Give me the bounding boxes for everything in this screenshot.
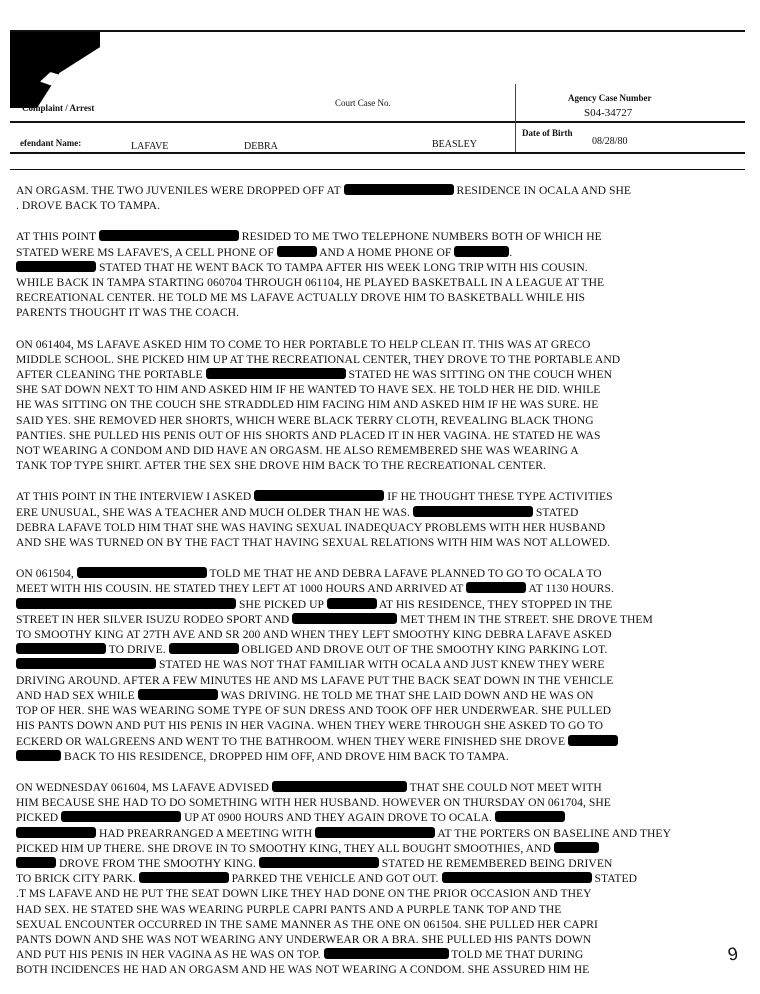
text-line: [16, 352, 696, 367]
text-line: [16, 397, 696, 412]
text-segment: SHE PICKED UP: [236, 597, 327, 611]
text-line: [16, 642, 696, 657]
redaction-bar: [16, 658, 156, 669]
text-segment: MIDDLE SCHOOL. SHE PICKED HIM UP AT THE RECREATIONAL CENTER, THEY DROVE TO THE PORTABLE AND: [16, 352, 621, 366]
text-segment: STATED THAT HE WENT BACK TO TAMPA AFTER HIS WEEK LONG TRIP WITH HIS COUSIN.: [96, 260, 588, 274]
text-line: [16, 841, 696, 856]
text-line: [16, 458, 696, 473]
text-line: [16, 275, 696, 290]
header-rule-2: [10, 152, 745, 154]
text-segment: AND SHE WAS TURNED ON BY THE FACT THAT HAVING SEXUAL RELATIONS WITH HIM WAS NOT ALLOWED.: [16, 536, 611, 550]
text-segment: AN ORGASM. THE TWO JUVENILES WERE DROPPED OFF AT: [16, 184, 344, 197]
redaction-bar: [206, 368, 346, 379]
text-segment: TOLD ME THAT HE AND DEBRA LAFAVE PLANNED TO GO TO OCALA TO: [206, 567, 602, 581]
text-segment: STATED: [532, 505, 579, 519]
text-segment: PANTS DOWN AND SHE WAS NOT WEARING ANY UNDERWEAR OR A BRA. SHE PULLED HIS PANTS DOWN: [16, 932, 592, 946]
redaction-bar: [16, 643, 106, 654]
paragraph: [16, 229, 696, 320]
header-rule-1: [10, 121, 745, 123]
text-segment: AT 1130 HOURS.: [526, 582, 614, 596]
text-segment: PARKED THE VEHICLE AND GOT OUT.: [228, 872, 442, 886]
text-segment: SEXUAL ENCOUNTER OCCURRED IN THE SAME MANNER AS THE ONE ON 061504. SHE PULLED HER CAPRI: [16, 917, 598, 931]
text-line: [16, 566, 696, 581]
text-line: [16, 428, 696, 443]
text-segment: . DROVE BACK TO TAMPA.: [16, 199, 161, 213]
text-line: [16, 443, 696, 458]
agency-logo: [10, 30, 100, 108]
defendant-middle-name: BEASLEY: [432, 139, 477, 150]
redaction-bar: [259, 857, 379, 868]
text-segment: TO SMOOTHY KING AT 27TH AVE AND SR 200 AND WHEN THEY LEFT SMOOTHY KING DEBRA LAFAVE ASKED: [16, 628, 612, 642]
text-segment: DROVE FROM THE SMOOTHY KING.: [56, 856, 259, 870]
text-line: [16, 245, 696, 260]
text-segment: RECREATIONAL CENTER. HE TOLD ME MS LAFAVE ACTUALLY DROVE HIM TO BASKETBALL WHILE HIS: [16, 291, 585, 305]
text-line: [16, 917, 696, 932]
text-segment: SHE SAT DOWN NEXT TO HIM AND ASKED HIM IF HE WANTED TO HAVE SEX. HE TOLD HER HE DID. WHILE: [16, 383, 601, 397]
text-segment: TOLD ME THAT DURING: [448, 948, 584, 962]
text-line: [16, 612, 696, 627]
text-segment: BOTH INCIDENCES HE HAD AN ORGASM AND HE WAS NOT WEARING A CONDOM. SHE ASSURED HIM HE: [16, 963, 590, 977]
text-segment: WAS DRIVING. HE TOLD ME THAT SHE LAID DOWN AND HE WAS ON: [217, 688, 594, 702]
text-line: [16, 367, 696, 382]
redaction-bar: [77, 567, 207, 578]
text-line: [16, 290, 696, 305]
text-segment: RESIDED TO ME TWO TELEPHONE NUMBERS BOTH OF WHICH HE: [238, 230, 602, 244]
redaction-bar: [99, 230, 239, 241]
top-rule: [10, 30, 745, 32]
text-line: [16, 413, 696, 428]
text-segment: NOT WEARING A CONDOM AND DID HAVE AN ORGASM. HE ALSO REMEMBERED SHE WAS WEARING A: [16, 444, 579, 458]
text-segment: PANTIES. SHE PULLED HIS PENIS OUT OF HIS SHORTS AND PLACED IT IN HER VAGINA. HE STATED HE WAS: [16, 428, 601, 442]
text-line: [16, 749, 696, 764]
text-segment: TOP OF HER. SHE WAS WEARING SOME TYPE OF SUN DRESS AND TOOK OFF HER UNDERWEAR. SHE PULLED: [16, 704, 612, 718]
text-segment: IF HE THOUGHT THESE TYPE ACTIVITIES: [384, 490, 613, 504]
text-line: [16, 703, 696, 718]
text-segment: HE WAS SITTING ON THE COUCH SHE STRADDLED HIM FACING HIM AND ASKED HIM IF HE WAS SURE. HE: [16, 398, 599, 412]
text-line: [16, 673, 696, 688]
text-line: [16, 198, 696, 213]
dob-value: 08/28/80: [592, 136, 628, 147]
redaction-bar: [16, 598, 236, 609]
redaction-bar: [292, 613, 397, 624]
redaction-bar: [169, 643, 239, 654]
text-segment: AND HAD SEX WHILE: [16, 688, 138, 702]
redaction-bar: [442, 872, 592, 883]
text-segment: STATED WERE MS LAFAVE'S, A CELL PHONE OF: [16, 245, 277, 259]
text-segment: RESIDENCE IN OCALA AND SHE: [453, 184, 632, 197]
court-case-label: Court Case No.: [335, 98, 391, 108]
redaction-bar: [272, 781, 407, 792]
redaction-bar: [16, 261, 96, 272]
text-segment: MEET WITH HIS COUSIN. HE STATED THEY LEFT AT 1000 HOURS AND ARRIVED AT: [16, 582, 467, 596]
text-segment: TO BRICK CITY PARK.: [16, 872, 139, 886]
redaction-bar: [568, 735, 618, 746]
text-segment: PICKED: [16, 811, 62, 825]
redaction-bar: [16, 857, 56, 868]
paragraph: [16, 183, 696, 213]
text-segment: STATED: [591, 872, 638, 886]
text-segment: HAD SEX. HE STATED SHE WAS WEARING PURPLE CAPRI PANTS AND A PURPLE TANK TOP AND THE: [16, 902, 562, 916]
paragraph: [16, 566, 696, 764]
text-segment: HAD PREARRANGED A MEETING WITH: [96, 826, 316, 840]
text-line: [16, 886, 696, 901]
dob-label: Date of Birth: [522, 128, 573, 138]
text-line: [16, 382, 696, 397]
text-line: [16, 183, 696, 198]
text-segment: OBLIGED AND DROVE OUT OF THE SMOOTHY KING PARKING LOT.: [238, 643, 608, 657]
redaction-bar: [277, 246, 317, 257]
text-segment: STATED HE WAS SITTING ON THE COUCH WHEN: [345, 368, 613, 382]
redaction-bar: [324, 948, 449, 959]
text-segment: AT THIS POINT IN THE INTERVIEW I ASKED: [16, 490, 255, 504]
redaction-bar: [16, 750, 61, 761]
redaction-bar: [254, 490, 384, 501]
text-segment: AND A HOME PHONE OF: [316, 245, 455, 259]
text-line: [16, 260, 696, 275]
text-segment: TO DRIVE.: [106, 643, 169, 657]
text-segment: AT THIS POINT: [16, 230, 99, 244]
text-line: [16, 810, 696, 825]
text-segment: .: [509, 245, 513, 259]
text-segment: STATED HE WAS NOT THAT FAMILIAR WITH OCALA AND JUST KNEW THEY WERE: [156, 658, 605, 672]
redaction-bar: [315, 827, 435, 838]
text-segment: STREET IN HER SILVER ISUZU RODEO SPORT AND: [16, 612, 293, 626]
text-segment: ON WEDNESDAY 061604, MS LAFAVE ADVISED: [16, 780, 272, 794]
defendant-last-name: LAFAVE: [131, 141, 169, 152]
redaction-bar: [344, 184, 454, 195]
text-line: [16, 520, 696, 535]
text-line: [16, 489, 696, 504]
text-segment: SAID YES. SHE REMOVED HER SHORTS, WHICH WERE BLACK TERRY CLOTH, REVEALING BLACK THONG: [16, 413, 594, 427]
redaction-bar: [138, 689, 218, 700]
text-segment: WHILE BACK IN TAMPA STARTING 060704 THROUGH 061104, HE PLAYED BASKETBALL IN A LEAGUE AT THE: [16, 276, 605, 290]
text-line: [16, 581, 696, 596]
text-line: [16, 597, 696, 612]
report-narrative: [16, 183, 696, 994]
text-line: [16, 947, 696, 962]
text-segment: TANK TOP TYPE SHIRT. AFTER THE SEX SHE DROVE HIM BACK TO THE RECREATIONAL CENTER.: [16, 459, 546, 473]
redaction-bar: [454, 246, 509, 257]
text-segment: ON 061504,: [16, 567, 77, 581]
text-segment: AT THE PORTERS ON BASELINE AND THEY: [435, 826, 671, 840]
text-line: [16, 734, 696, 749]
header-divider: [515, 84, 516, 154]
agency-case-value: S04-34727: [584, 107, 633, 119]
logo-mark: [40, 72, 66, 88]
text-segment: THAT SHE COULD NOT MEET WITH: [406, 780, 602, 794]
text-segment: PARENTS THOUGHT IT WAS THE COACH.: [16, 306, 240, 320]
defendant-label: efendant Name:: [20, 138, 82, 148]
redaction-bar: [61, 811, 181, 822]
redaction-bar: [413, 506, 533, 517]
text-segment: HIM BECAUSE SHE HAD TO DO SOMETHING WITH HER HUSBAND. HOWEVER ON THURSDAY ON 061704, SHE: [16, 796, 611, 810]
text-line: [16, 305, 696, 320]
defendant-first-name: DEBRA: [244, 141, 278, 152]
text-segment: ECKERD OR WALGREENS AND WENT TO THE BATHROOM. WHEN THEY WERE FINISHED SHE DROVE: [16, 734, 569, 748]
paragraph: [16, 780, 696, 978]
text-line: [16, 627, 696, 642]
paragraph: [16, 337, 696, 474]
text-line: [16, 505, 696, 520]
text-segment: PICKED HIM UP THERE. SHE DROVE IN TO SMOOTHY KING, THEY ALL BOUGHT SMOOTHIES, AND: [16, 841, 554, 855]
redaction-bar: [327, 598, 377, 609]
page-number: 9: [726, 943, 740, 965]
text-line: [16, 795, 696, 810]
text-segment: AT HIS RESIDENCE, THEY STOPPED IN THE: [376, 597, 613, 611]
redaction-bar: [466, 582, 526, 593]
text-line: [16, 962, 696, 977]
text-segment: ON 061404, MS LAFAVE ASKED HIM TO COME TO HER PORTABLE TO HELP CLEAN IT. THIS WAS AT GRECO: [16, 337, 591, 351]
header-rule-3: [10, 169, 745, 170]
redaction-bar: [495, 811, 565, 822]
text-line: [16, 688, 696, 703]
redaction-bar: [16, 827, 96, 838]
redaction-bar: [554, 842, 599, 853]
text-segment: STATED HE REMEMBERED BEING DRIVEN: [378, 856, 613, 870]
text-segment: .T MS LAFAVE AND HE PUT THE SEAT DOWN LIKE THEY HAD DONE ON THE PRIOR OCCASION AND THEY: [16, 887, 592, 901]
text-line: [16, 856, 696, 871]
text-segment: AFTER CLEANING THE PORTABLE: [16, 368, 206, 382]
text-segment: UP AT 0900 HOURS AND THEY AGAIN DROVE TO OCALA.: [181, 811, 495, 825]
text-line: [16, 718, 696, 733]
text-segment: DEBRA LAFAVE TOLD HIM THAT SHE WAS HAVING SEXUAL INADEQUACY PROBLEMS WITH HER HUSBAND: [16, 520, 606, 534]
text-line: [16, 780, 696, 795]
text-segment: ERE UNUSUAL, SHE WAS A TEACHER AND MUCH OLDER THAN HE WAS.: [16, 505, 413, 519]
text-segment: HIS PANTS DOWN AND PUT HIS PENIS IN HER VAGINA. WHEN THEY WERE THROUGH SHE ASKED TO GO TO: [16, 719, 604, 733]
paragraph: [16, 489, 696, 550]
text-line: [16, 337, 696, 352]
text-line: [16, 229, 696, 244]
text-segment: DRIVING AROUND. AFTER A FEW MINUTES HE AND MS LAFAVE PUT THE BACK SEAT DOWN IN THE VEHICLE: [16, 673, 614, 687]
text-segment: BACK TO HIS RESIDENCE, DROPPED HIM OFF, AND DROVE HIM BACK TO TAMPA.: [61, 749, 509, 763]
text-segment: AND PUT HIS PENIS IN HER VAGINA AS HE WAS ON TOP.: [16, 948, 324, 962]
text-line: [16, 902, 696, 917]
agency-case-label: Agency Case Number: [568, 93, 652, 103]
text-line: [16, 932, 696, 947]
text-line: [16, 535, 696, 550]
complaint-label: Complaint / Arrest: [22, 103, 95, 113]
text-line: [16, 871, 696, 886]
text-line: [16, 826, 696, 841]
redaction-bar: [139, 872, 229, 883]
text-line: [16, 657, 696, 672]
text-segment: MET THEM IN THE STREET. SHE DROVE THEM: [397, 612, 653, 626]
